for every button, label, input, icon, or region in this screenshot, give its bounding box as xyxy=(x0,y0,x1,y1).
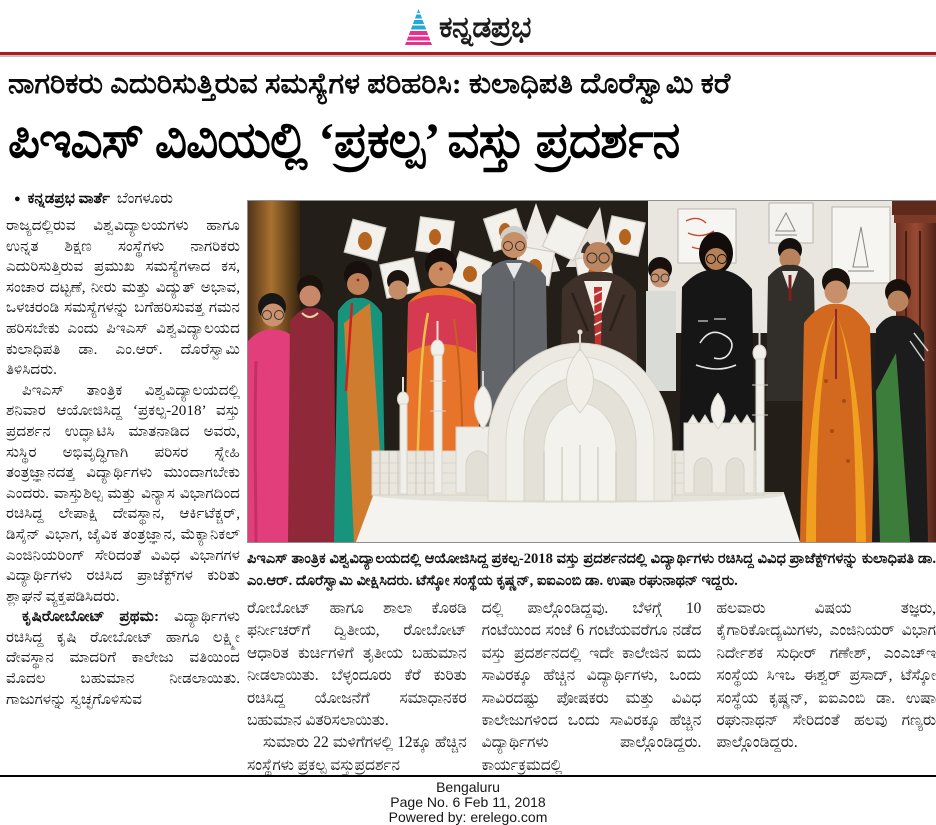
byline-source: ಕನ್ನಡಪ್ರಭ ವಾರ್ತೆ xyxy=(27,191,110,207)
article-photo xyxy=(247,200,936,543)
main-headline: ಪಿಇಎಸ್ ವಿವಿಯಲ್ಲಿ ‘ಪ್ರಕಲ್ಪ’ ವಸ್ತು ಪ್ರದರ್ಶನ xyxy=(8,112,680,168)
footer-powered-line: Powered by: erelego.com xyxy=(388,809,548,825)
masthead xyxy=(0,4,936,50)
kannada-prabha-logo-icon xyxy=(405,9,432,45)
paragraph: ಸುಮಾರು 22 ಮಳಿಗೆಗಳಲ್ಲಿ 12ಕ್ಕೂ ಹೆಚ್ಚಿನ ಸಂಸ್ಥೆಗಳು ಪ್ರಕಲ್ಪ ವಸ್ತುಪ್ರದರ್ಶನ xyxy=(247,734,467,774)
article-column-4 xyxy=(716,598,936,776)
paragraph: ರೋಬೋಟ್ ಹಾಗೂ ಶಾಲಾ ಕೊಠಡಿ ಫರ್ನೀಚರ್‌ಗೆ ದ್ವಿತೀಯ, ರೋಬೋಟ್ ಆಧಾರಿತ ಕುರ್ಚಿಗಳಿಗೆ ತೃತೀಯ ಬಹುಮಾನ ನೀಡಲಾಯಿತು. ಬೆಳ್ಳಂದೂರು ಕೆರೆ ಕುರಿತು ರಚಿಸಿದ್ದ ಯೋಜನೆಗೆ ಸಮಾಧಾನಕರ ಬಹುಮಾನ ವಿತರಿಸಲಾಯಿತು. xyxy=(247,600,467,730)
photo-illustration xyxy=(248,201,936,542)
article-column-3 xyxy=(482,598,702,776)
masthead-divider-rule xyxy=(0,52,936,55)
paragraph xyxy=(6,607,240,710)
byline-bullet-icon: ● xyxy=(14,192,21,205)
footer-city: Bengaluru xyxy=(436,779,500,795)
byline xyxy=(14,190,173,208)
paragraph: ದಲ್ಲಿ ಪಾಲ್ಗೊಂಡಿದ್ದವು. ಬೆಳಗ್ಗೆ 10 ಗಂಟೆಯಿಂದ ಸಂಜೆ 6 ಗಂಟೆಯವರೆಗೂ ನಡೆದ ವಸ್ತು ಪ್ರದರ್ಶನದಲ್ಲಿ ಇದೇ ಕಾಲೇಜಿನ ಐದು ಸಾವಿರಕ್ಕೂ ಹೆಚ್ಚಿನ ವಿದ್ಯಾರ್ಥಿಗಳು, ಒಂದು ಸಾವಿರದಷ್ಟು ಪೋಷಕರು ಮತ್ತು ವಿವಿಧ ಕಾಲೇಜುಗಳಿಂದ ಒಂದು ಸಾವಿರಕ್ಕೂ ಹೆಚ್ಚಿನ ವಿದ್ಯಾರ್ಥಿಗಳು ಪಾಲ್ಗೊಂಡಿದ್ದರು. ಕಾರ್ಯಕ್ರಮದಲ್ಲಿ xyxy=(481,600,702,774)
article-left-column xyxy=(6,216,240,776)
paragraph-text: ವಿದ್ಯಾರ್ಥಿಗಳು ರಚಿಸಿದ್ದ ಕೃಷಿ ರೋಬೋಟ್ ಹಾಗೂ ಲಕ್ಷ್ಮೀ ದೇವಸ್ಥಾನ ಮಾದರಿಗೆ ಕಾಲೇಜು ವತಿಯಿಂದ ಮೊದಲ ಬಹುಮಾನ ನೀಡಲಾಯಿತು. ಗಾಜುಗಳನ್ನು ಸ್ವಚ್ಛಗೊಳಿಸುವ xyxy=(6,608,240,708)
footer-divider xyxy=(0,775,936,777)
paragraph-lead-in: ಕೃಷಿರೋಬೋಟ್ ಪ್ರಥಮ: xyxy=(22,608,160,626)
article-lower-columns xyxy=(247,598,936,776)
article-column-2 xyxy=(247,598,467,776)
footer-page-line: Page No. 6 Feb 11, 2018 xyxy=(390,794,546,810)
footer xyxy=(0,780,936,825)
paragraph: ರಾಜ್ಯದಲ್ಲಿರುವ ವಿಶ್ವವಿದ್ಯಾಲಯಗಳು ಹಾಗೂ ಉನ್ನತ ಶಿಕ್ಷಣ ಸಂಸ್ಥೆಗಳು ನಾಗರಿಕರು ಎದುರಿಸುತ್ತಿರುವ ಪ್ರಮುಖ ಸಮಸ್ಯೆಗಳಾದ ಕಸ, ಸಂಚಾರ ದಟ್ಟಣೆ, ನೀರು ಮತ್ತು ವಿದ್ಯುತ್ ಅಭಾವ, ಒಳಚರಂಡಿ ಸಮಸ್ಯೆಗಳನ್ನು ಬಗೆಹರಿಸುವತ್ತ ಗಮನ ಹರಿಸಬೇಕು ಎಂದು ಪಿಇಎಸ್ ವಿಶ್ವವಿದ್ಯಾಲಯದ ಕುಲಾಧಿಪತಿ ಡಾ. ಎಂ.ಆರ್. ದೊರೆಸ್ವಾಮಿ ತಿಳಿಸಿದರು. xyxy=(6,217,240,379)
photo-caption: ಪಿಇಎಸ್ ತಾಂತ್ರಿಕ ವಿಶ್ವವಿದ್ಯಾಲಯದಲ್ಲಿ ಆಯೋಜಿಸಿದ್ದ ಪ್ರಕಲ್ಪ-2018 ವಸ್ತು ಪ್ರದರ್ಶನದಲ್ಲಿ ವಿದ್ಯಾರ್ಥಿಗಳು ರಚಿಸಿದ್ದ ವಿವಿಧ ಪ್ರಾಜೆಕ್ಟ್‌ಗಳನ್ನು ಕುಲಾಧಿಪತಿ ಡಾ. ಎಂ.ಆರ್. ದೊರೆಸ್ವಾಮಿ ವೀಕ್ಷಿಸಿದರು. ಟೆಸ್ಕೋ ಸಂಸ್ಥೆಯ ಕೃಷ್ಣನ್, ಐಐಎಂಬಿ ಡಾ. ಉಷಾ ರಘುನಾಥನ್ ಇದ್ದರು. xyxy=(247,551,936,589)
paragraph: ಹಲವಾರು ವಿಷಯ ತಜ್ಞರು, ಕೈಗಾರಿಕೋದ್ಯಮಿಗಳು, ಎಂಜಿನಿಯರ್ ವಿಭಾಗ ನಿರ್ದೇಶಕ ಸುಧೀರ್ ಗಣೇಶ್, ಎಂಎಚ್‌ಇ ಸಂಸ್ಥೆಯ ಸಿಇಒ ಈಶ್ವರ್ ಪ್ರಸಾದ್, ಟೆಸ್ಕೋ ಸಂಸ್ಥೆಯ ಕೃಷ್ಣನ್, ಐಐಎಂಬಿ ಡಾ. ಉಷಾ ರಘುನಾಥನ್ ಸೇರಿದಂತೆ ಹಲವು ಗಣ್ಯರು ಪಾಲ್ಗೊಂಡಿದ್ದರು. xyxy=(716,600,936,752)
masthead-title: ಕನ್ನಡಪ್ರಭ xyxy=(439,9,531,45)
kicker-headline: ನಾಗರಿಕರು ಎದುರಿಸುತ್ತಿರುವ ಸಮಸ್ಯೆಗಳ ಪರಿಹರಿಸಿ: ಕುಲಾಧಿಪತಿ ದೊರೆಸ್ವಾಮಿ ಕರೆ xyxy=(8,68,731,100)
byline-location: ಬೆಂಗಳೂರು xyxy=(116,191,173,207)
paragraph: ಪಿಇಎಸ್ ತಾಂತ್ರಿಕ ವಿಶ್ವವಿದ್ಯಾಲಯದಲ್ಲಿ ಶನಿವಾರ ಆಯೋಜಿಸಿದ್ದ ‘ಪ್ರಕಲ್ಪ-2018’ ವಸ್ತು ಪ್ರದರ್ಶನ ಉದ್ಘಾಟಿಸಿ ಮಾತನಾಡಿದ ಅವರು, ಸುಸ್ಥಿರ ಅಭಿವೃದ್ಧಿಗಾಗಿ ಪರಿಸರ ಸ್ನೇಹಿ ತಂತ್ರಜ್ಞಾನದತ್ತ ವಿದ್ಯಾರ್ಥಿಗಳು ಮುಂದಾಗಬೇಕು ಎಂದರು. ವಾಸ್ತುಶಿಲ್ಪ ಮತ್ತು ವಿನ್ಯಾಸ ವಿಭಾಗದಿಂದ ರಚಿಸಿದ್ದ ಲೇಪಾಕ್ಷಿ ದೇವಸ್ಥಾನ, ಆರ್ಕಿಟೆಕ್ಚರ್, ಡಿಸೈನ್ ವಿಭಾಗ, ಜೈವಿಕ ತಂತ್ರಜ್ಞಾನ, ಮೆಕ್ಯಾನಿಕಲ್ ಎಂಜಿನಿಯರಿಂಗ್ ಸೇರಿದಂತೆ ವಿವಿಧ ವಿಭಾಗಗಳ ವಿದ್ಯಾರ್ಥಿಗಳು ರಚಿಸಿದ ಪ್ರಾಜೆಕ್ಟ್‌ಗಳ ಕುರಿತು ಶ್ಲಾಘನೆ ವ್ಯಕ್ತಪಡಿಸಿದರು. xyxy=(6,381,240,605)
